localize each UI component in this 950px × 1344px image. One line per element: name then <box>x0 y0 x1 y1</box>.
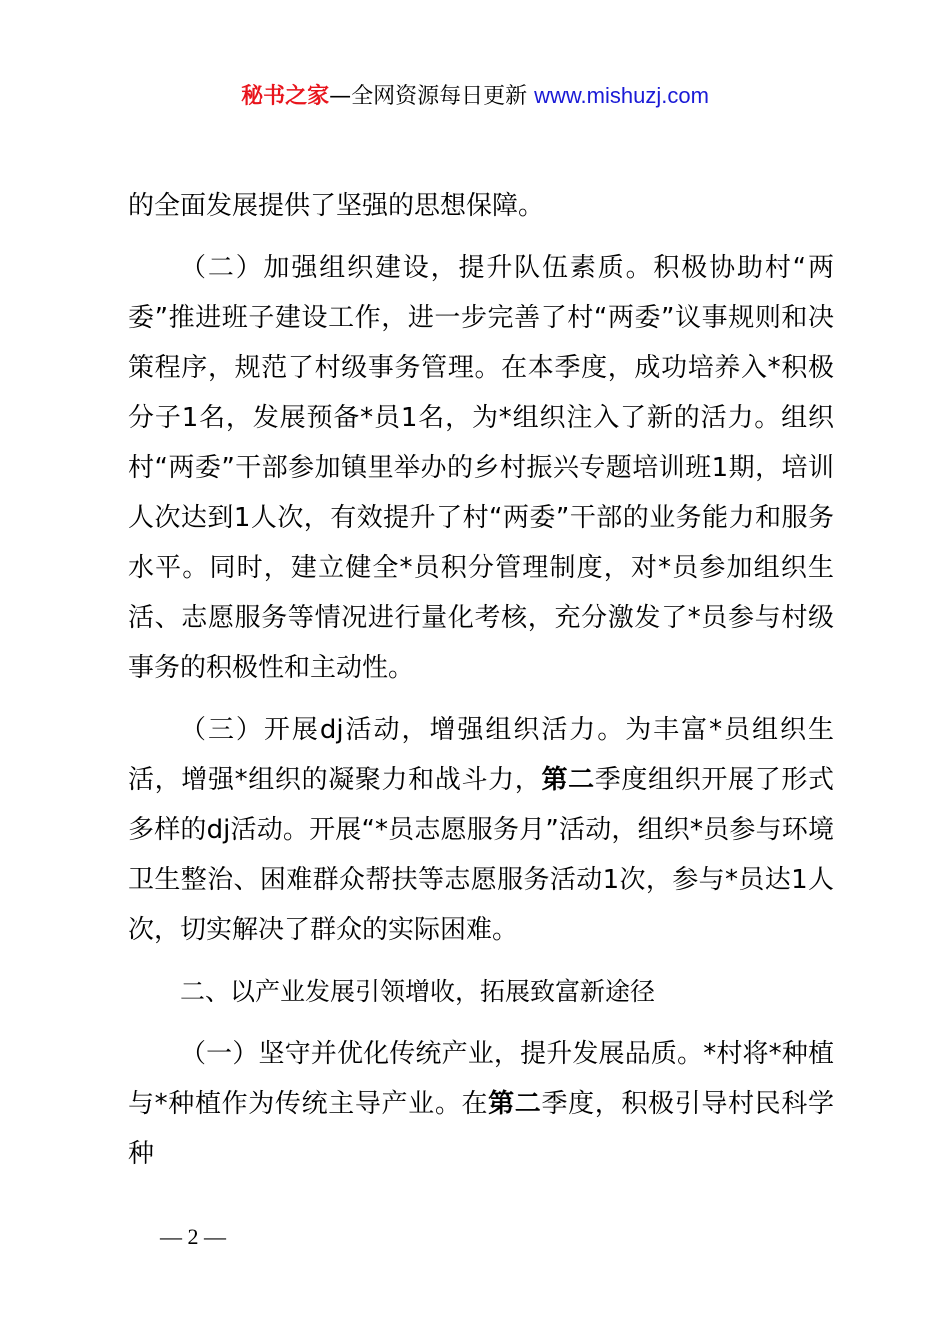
paragraph-continuation: 的全面发展提供了坚强的思想保障。 <box>128 191 545 221</box>
section-heading: 二、以产业发展引领增收，拓展致富新途径 <box>180 977 656 1006</box>
paragraph-text-part: 季度，积极引导村民科学种 <box>128 1089 834 1169</box>
bold-quarter: 第二 <box>541 765 595 795</box>
site-url[interactable]: www.mishuzj.com <box>534 83 709 108</box>
paragraph-text-part: 季度组织开展了形式多样的dj活动。开展“*员志愿服务月”活动，组织*员参与环境卫生整治、困难群众帮扶等志愿服务活动1次，参与*员达1人次，切实解决了群众的实际困难。 <box>128 765 834 945</box>
site-header <box>0 80 950 113</box>
paragraph-org-building: （二）加强组织建设，提升队伍素质。积极协助村“两委”推进班子建设工作，进一步完善了村“两委”议事规则和决策程序，规范了村级事务管理。在本季度，成功培养入*积极分子1名，发展预备*员1名，为*组织注入了新的活力。组织村“两委”干部参加镇里举办的乡村振兴专题培训班1期，培训人次达到1人次，有效提升了村“两委”干部的业务能力和服务水平。同时，建立健全*员积分管理制度，对*员参加组织生活、志愿服务等情况进行量化考核，充分激发了*员参与村级事务的积极性和主动性。 <box>128 253 834 683</box>
paragraph-traditional-industry <box>128 1029 834 1179</box>
brand-name: 秘书之家 <box>241 84 330 109</box>
paragraph-text-part: （一）坚守并优化传统产业，提升发展品质。*村将*种植与*种植作为传统主导产业。在 <box>128 1039 834 1119</box>
page-number: — 2 — <box>160 1224 226 1249</box>
bold-quarter: 第二 <box>488 1089 542 1119</box>
document-body <box>128 181 834 1179</box>
site-slogan: —全网资源每日更新 <box>329 84 528 109</box>
paragraph-dj-activities <box>128 705 834 955</box>
paragraph-text-part: （三）开展dj活动，增强组织活力。为丰富*员组织生活，增强*组织的凝聚力和战斗力， <box>128 715 834 795</box>
